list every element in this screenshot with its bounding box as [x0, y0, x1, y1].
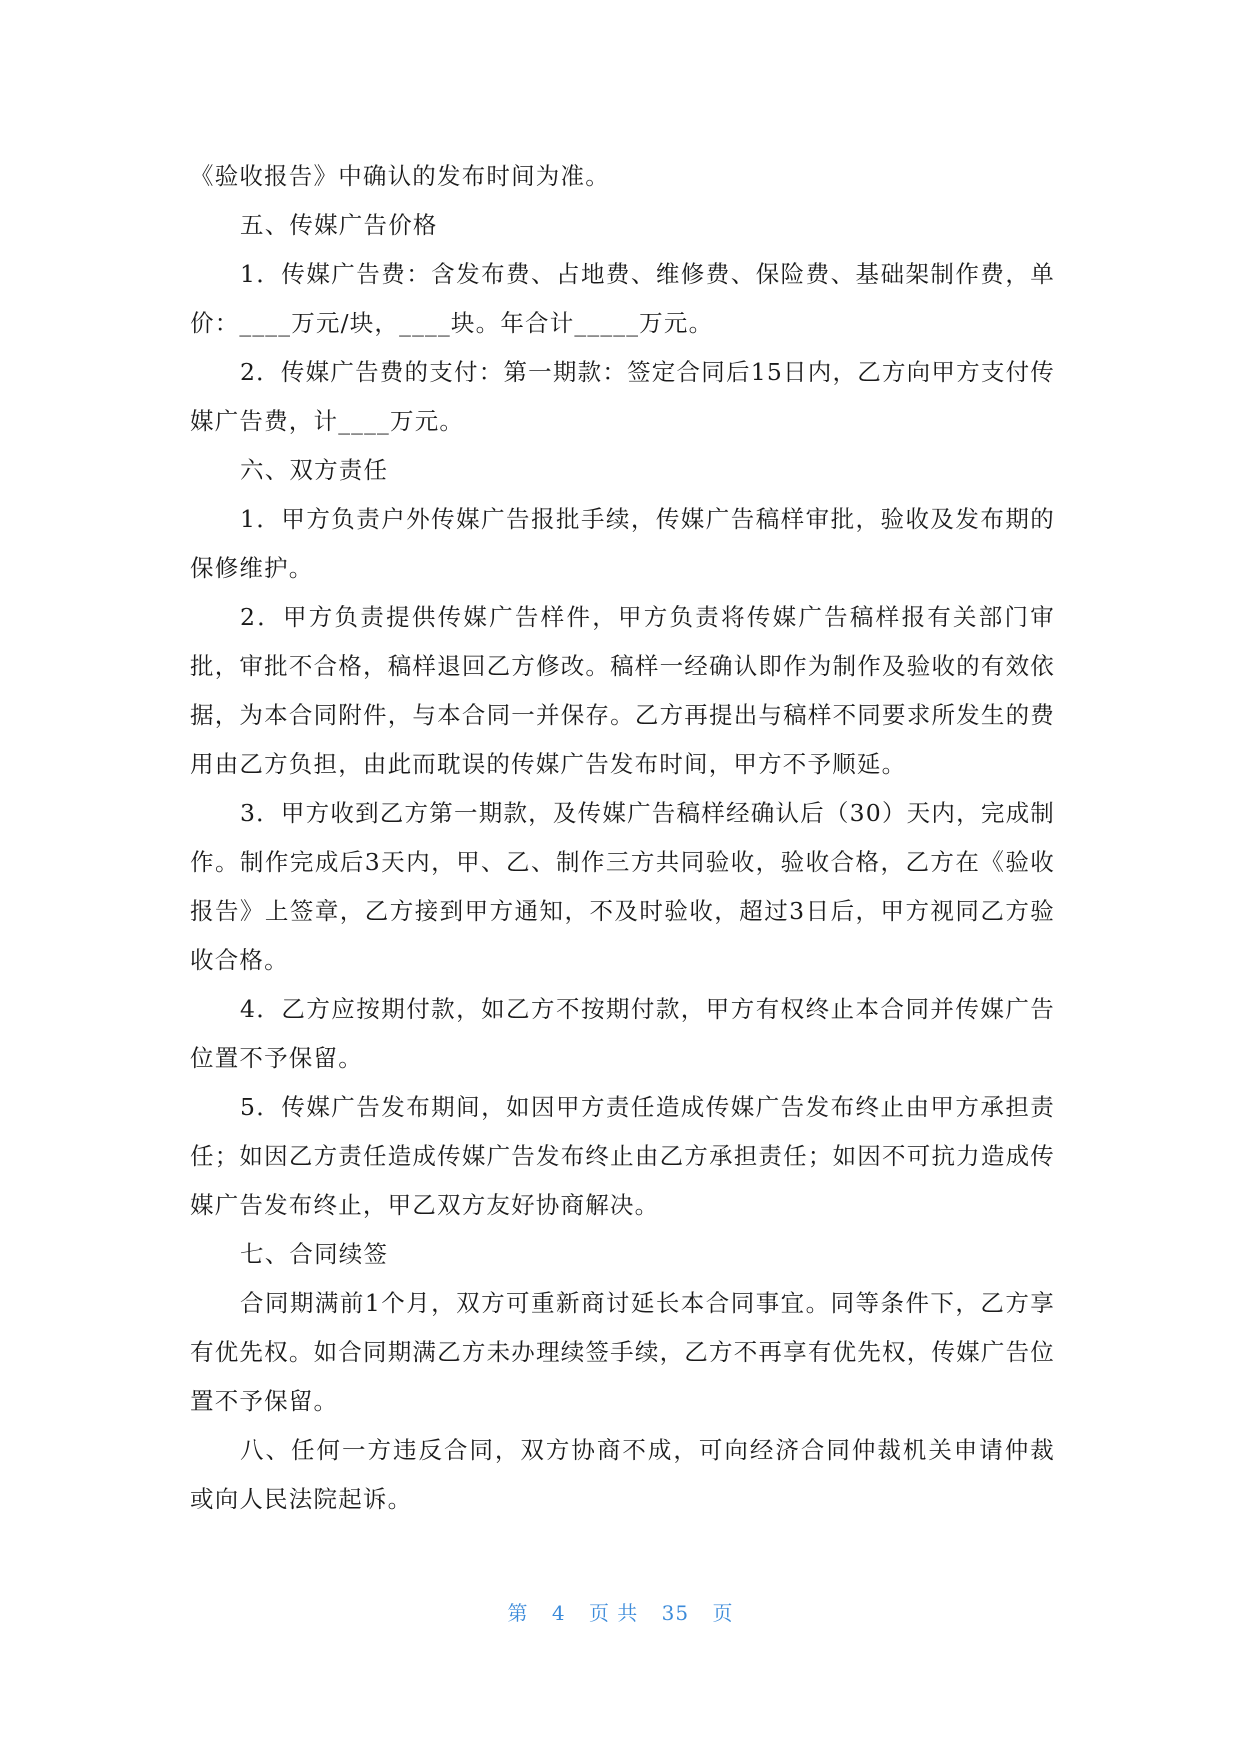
clause-6-4: 4．乙方应按期付款，如乙方不按期付款，甲方有权终止本合同并传媒广告位置不予保留。	[190, 995, 1055, 1072]
section-heading-8: 八、任何一方违反合同，双方协商不成，可向经济合同仲裁机关申请仲裁或向人民法院起诉。	[190, 1436, 1055, 1513]
clause-6-2: 2．甲方负责提供传媒广告样件，甲方负责将传媒广告稿样报有关部门审批，审批不合格，稿样退回乙方修改。稿样一经确认即作为制作及验收的有效依据，为本合同附件，与本合同一并保存。乙方再提出与稿样不同要求所发生的费用由乙方负担，由此而耽误的传媒广告发布时间，甲方不予顺延。	[190, 603, 1055, 778]
clause-7-1: 合同期满前1个月，双方可重新商讨延长本合同事宜。同等条件下，乙方享有优先权。如合同期满乙方未办理续签手续，乙方不再享有优先权，传媒广告位置不予保留。	[190, 1289, 1055, 1415]
footer-total-pages: 35	[661, 1601, 690, 1625]
clause-6-3: 3．甲方收到乙方第一期款，及传媒广告稿样经确认后（30）天内，完成制作。制作完成后3天内，甲、乙、制作三方共同验收，验收合格，乙方在《验收报告》上签章，乙方接到甲方通知，不及时验收，超过3日后，甲方视同乙方验收合格。	[190, 799, 1055, 974]
footer-label-of: 页 共	[588, 1601, 639, 1625]
clause-6-1: 1．甲方负责户外传媒广告报批手续，传媒广告稿样审批，验收及发布期的保修维护。	[190, 505, 1055, 582]
footer-label-pages: 页	[712, 1601, 734, 1625]
clause-6-5: 5．传媒广告发布期间，如因甲方责任造成传媒广告发布终止由甲方承担责任；如因乙方责任造成传媒广告发布终止由乙方承担责任；如因不可抗力造成传媒广告发布终止，甲乙双方友好协商解决。	[190, 1093, 1055, 1219]
paragraph-continuation: 《验收报告》中确认的发布时间为准。	[190, 162, 610, 190]
page-footer	[0, 1597, 1241, 1626]
section-heading-7: 七、合同续签	[240, 1240, 389, 1268]
clause-5-1: 1．传媒广告费：含发布费、占地费、维修费、保险费、基础架制作费，单价：____万元/块，____块。年合计_____万元。	[190, 260, 1055, 337]
clause-5-2: 2．传媒广告费的支付：第一期款：签定合同后15日内，乙方向甲方支付传媒广告费，计____万元。	[190, 358, 1055, 435]
footer-label-page: 第	[507, 1601, 529, 1625]
section-heading-6: 六、双方责任	[240, 456, 389, 484]
footer-current-page: 4	[551, 1601, 566, 1625]
document-body	[190, 152, 1055, 1524]
section-heading-5: 五、传媒广告价格	[240, 211, 438, 239]
